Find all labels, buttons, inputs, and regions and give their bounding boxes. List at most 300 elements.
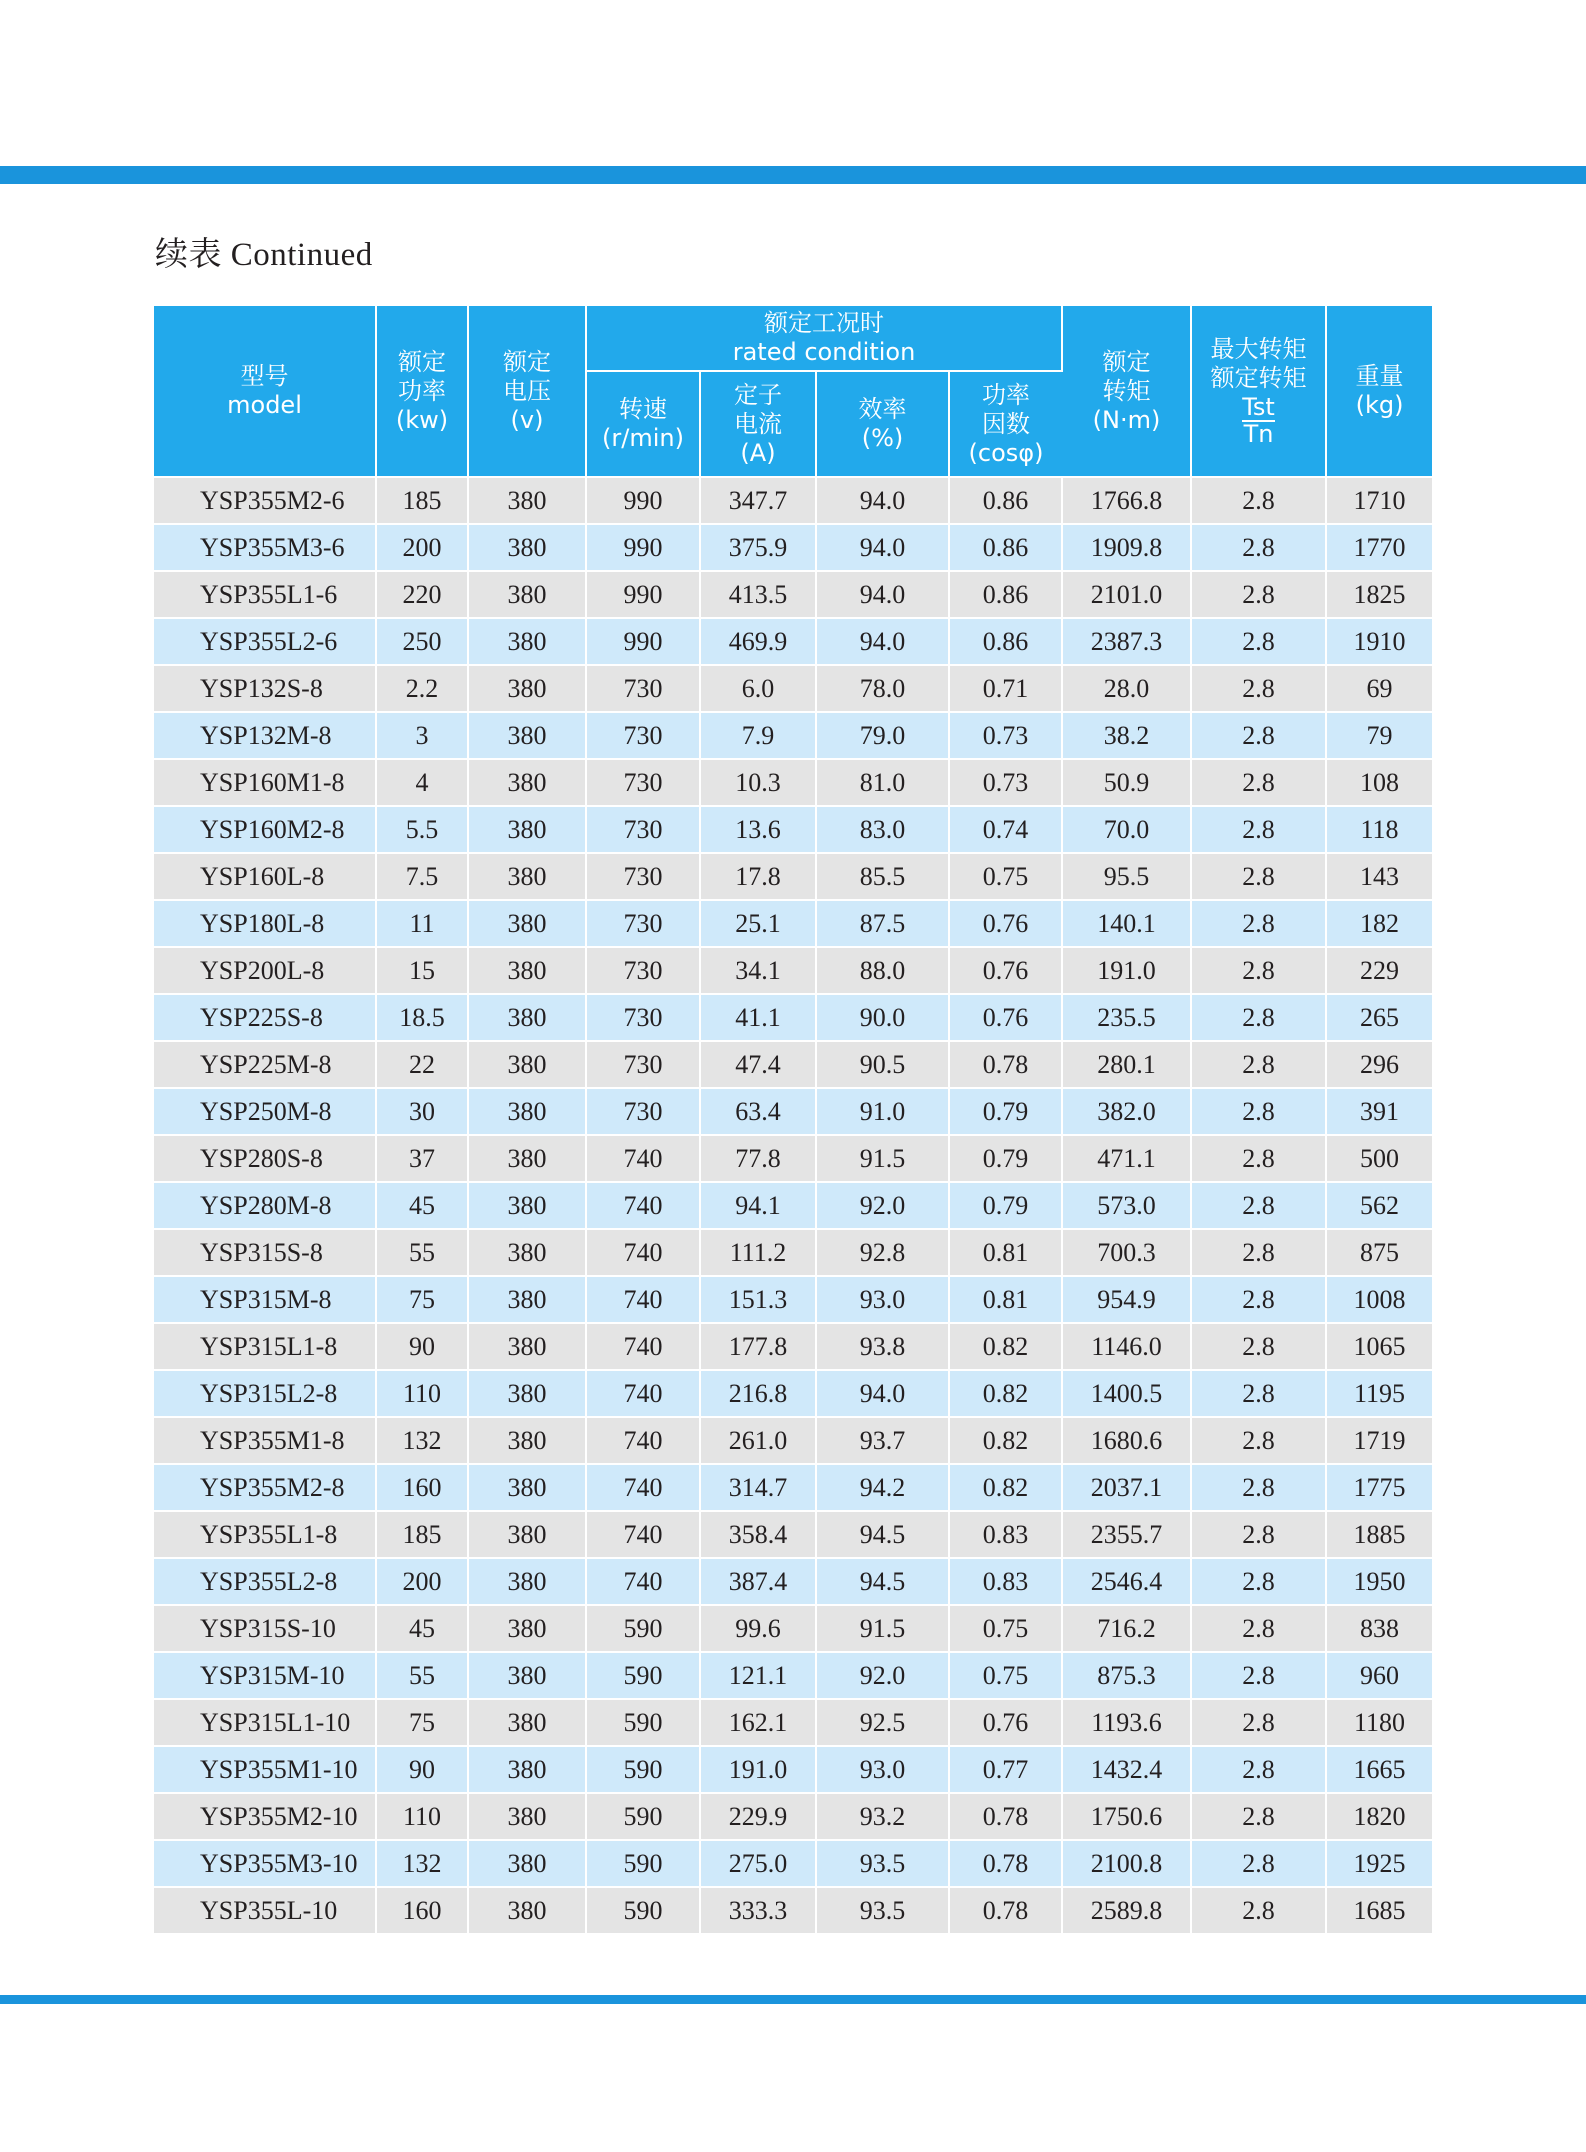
cell-speed: 590: [586, 1652, 700, 1699]
cell-weight: 1925: [1326, 1840, 1432, 1887]
cell-voltage: 380: [468, 618, 586, 665]
cell-voltage: 380: [468, 1229, 586, 1276]
cell-torque: 2101.0: [1062, 571, 1191, 618]
cell-current: 121.1: [700, 1652, 816, 1699]
cell-power-factor: 0.82: [949, 1464, 1062, 1511]
cell-speed: 740: [586, 1511, 700, 1558]
cell-weight: 1775: [1326, 1464, 1432, 1511]
cell-power: 90: [376, 1323, 468, 1370]
cell-efficiency: 79.0: [816, 712, 949, 759]
table-row: [154, 1511, 1432, 1558]
cell-max-torque-ratio: 2.8: [1191, 1558, 1326, 1605]
table-row: [154, 1699, 1432, 1746]
cell-power-factor: 0.78: [949, 1793, 1062, 1840]
table-row: [154, 571, 1432, 618]
cell-power: 11: [376, 900, 468, 947]
cell-voltage: 380: [468, 712, 586, 759]
cell-max-torque-ratio: 2.8: [1191, 1511, 1326, 1558]
cell-efficiency: 93.0: [816, 1746, 949, 1793]
table-row: [154, 1135, 1432, 1182]
cell-efficiency: 87.5: [816, 900, 949, 947]
header-rated-condition: 额定工况时 rated condition: [586, 306, 1062, 371]
cell-weight: 838: [1326, 1605, 1432, 1652]
cell-voltage: 380: [468, 1182, 586, 1229]
cell-max-torque-ratio: 2.8: [1191, 1088, 1326, 1135]
cell-current: 13.6: [700, 806, 816, 853]
cell-efficiency: 92.0: [816, 1182, 949, 1229]
cell-model: YSP355M2-10: [154, 1793, 376, 1840]
cell-weight: 143: [1326, 853, 1432, 900]
cell-voltage: 380: [468, 1135, 586, 1182]
cell-speed: 730: [586, 1088, 700, 1135]
cell-current: 99.6: [700, 1605, 816, 1652]
cell-weight: 108: [1326, 759, 1432, 806]
cell-efficiency: 94.0: [816, 524, 949, 571]
cell-model: YSP280M-8: [154, 1182, 376, 1229]
cell-power: 90: [376, 1746, 468, 1793]
cell-weight: 1180: [1326, 1699, 1432, 1746]
cell-efficiency: 85.5: [816, 853, 949, 900]
cell-power: 75: [376, 1699, 468, 1746]
header-voltage: 额定 电压 (v): [468, 306, 586, 477]
cell-power: 45: [376, 1182, 468, 1229]
cell-torque: 1766.8: [1062, 477, 1191, 524]
table-row: [154, 1840, 1432, 1887]
cell-weight: 69: [1326, 665, 1432, 712]
cell-speed: 590: [586, 1840, 700, 1887]
cell-speed: 990: [586, 618, 700, 665]
cell-torque: 2387.3: [1062, 618, 1191, 665]
cell-speed: 730: [586, 712, 700, 759]
cell-max-torque-ratio: 2.8: [1191, 1229, 1326, 1276]
cell-speed: 730: [586, 1041, 700, 1088]
cell-max-torque-ratio: 2.8: [1191, 947, 1326, 994]
table-row: [154, 900, 1432, 947]
cell-current: 25.1: [700, 900, 816, 947]
header-power-factor: 功率 因数 (cosφ): [949, 371, 1062, 477]
cell-power-factor: 0.76: [949, 900, 1062, 947]
cell-max-torque-ratio: 2.8: [1191, 1182, 1326, 1229]
cell-power-factor: 0.75: [949, 853, 1062, 900]
cell-voltage: 380: [468, 1464, 586, 1511]
cell-speed: 730: [586, 665, 700, 712]
cell-model: YSP355L1-8: [154, 1511, 376, 1558]
header-rated-torque: 额定 转矩 (N·m): [1062, 306, 1191, 477]
table-row: [154, 947, 1432, 994]
cell-max-torque-ratio: 2.8: [1191, 806, 1326, 853]
cell-current: 7.9: [700, 712, 816, 759]
cell-efficiency: 78.0: [816, 665, 949, 712]
cell-efficiency: 93.5: [816, 1840, 949, 1887]
cell-weight: 500: [1326, 1135, 1432, 1182]
cell-voltage: 380: [468, 1323, 586, 1370]
cell-torque: 70.0: [1062, 806, 1191, 853]
cell-power-factor: 0.74: [949, 806, 1062, 853]
cell-power-factor: 0.83: [949, 1558, 1062, 1605]
cell-efficiency: 94.0: [816, 618, 949, 665]
cell-efficiency: 90.5: [816, 1041, 949, 1088]
cell-power-factor: 0.73: [949, 759, 1062, 806]
cell-torque: 573.0: [1062, 1182, 1191, 1229]
cell-power: 55: [376, 1652, 468, 1699]
cell-current: 229.9: [700, 1793, 816, 1840]
cell-voltage: 380: [468, 1746, 586, 1793]
cell-efficiency: 92.5: [816, 1699, 949, 1746]
cell-voltage: 380: [468, 571, 586, 618]
cell-efficiency: 92.8: [816, 1229, 949, 1276]
table-row: [154, 1370, 1432, 1417]
cell-power: 15: [376, 947, 468, 994]
cell-voltage: 380: [468, 1652, 586, 1699]
cell-weight: 1770: [1326, 524, 1432, 571]
cell-power-factor: 0.81: [949, 1276, 1062, 1323]
cell-max-torque-ratio: 2.8: [1191, 1464, 1326, 1511]
table-row: [154, 806, 1432, 853]
cell-model: YSP180L-8: [154, 900, 376, 947]
cell-torque: 1750.6: [1062, 1793, 1191, 1840]
cell-speed: 590: [586, 1605, 700, 1652]
cell-voltage: 380: [468, 806, 586, 853]
cell-speed: 730: [586, 900, 700, 947]
table-row: [154, 1793, 1432, 1840]
cell-torque: 1432.4: [1062, 1746, 1191, 1793]
cell-weight: 182: [1326, 900, 1432, 947]
cell-speed: 590: [586, 1887, 700, 1934]
cell-speed: 740: [586, 1323, 700, 1370]
cell-torque: 280.1: [1062, 1041, 1191, 1088]
cell-power-factor: 0.76: [949, 994, 1062, 1041]
cell-model: YSP315L2-8: [154, 1370, 376, 1417]
cell-weight: 1885: [1326, 1511, 1432, 1558]
cell-efficiency: 94.5: [816, 1558, 949, 1605]
table-row: [154, 524, 1432, 571]
cell-max-torque-ratio: 2.8: [1191, 1746, 1326, 1793]
cell-current: 151.3: [700, 1276, 816, 1323]
cell-current: 177.8: [700, 1323, 816, 1370]
cell-weight: 391: [1326, 1088, 1432, 1135]
cell-power-factor: 0.76: [949, 1699, 1062, 1746]
header-stator-current: 定子 电流 (A): [700, 371, 816, 477]
cell-power: 220: [376, 571, 468, 618]
cell-power-factor: 0.82: [949, 1370, 1062, 1417]
page-heading: 续表 Continued: [155, 237, 373, 273]
cell-weight: 1685: [1326, 1887, 1432, 1934]
cell-speed: 740: [586, 1370, 700, 1417]
cell-model: YSP355M1-8: [154, 1417, 376, 1464]
header-speed: 转速 (r/min): [586, 371, 700, 477]
cell-efficiency: 90.0: [816, 994, 949, 1041]
cell-model: YSP355L2-8: [154, 1558, 376, 1605]
cell-voltage: 380: [468, 1511, 586, 1558]
cell-power-factor: 0.82: [949, 1417, 1062, 1464]
table-row: [154, 1276, 1432, 1323]
cell-current: 469.9: [700, 618, 816, 665]
motor-spec-table: [154, 306, 1432, 1935]
cell-model: YSP132M-8: [154, 712, 376, 759]
cell-current: 111.2: [700, 1229, 816, 1276]
cell-current: 10.3: [700, 759, 816, 806]
cell-current: 77.8: [700, 1135, 816, 1182]
cell-speed: 590: [586, 1699, 700, 1746]
cell-model: YSP355L-10: [154, 1887, 376, 1934]
cell-power-factor: 0.86: [949, 477, 1062, 524]
cell-power: 55: [376, 1229, 468, 1276]
cell-max-torque-ratio: 2.8: [1191, 618, 1326, 665]
cell-torque: 1909.8: [1062, 524, 1191, 571]
cell-weight: 229: [1326, 947, 1432, 994]
cell-max-torque-ratio: 2.8: [1191, 900, 1326, 947]
cell-power: 45: [376, 1605, 468, 1652]
cell-speed: 990: [586, 524, 700, 571]
cell-efficiency: 94.5: [816, 1511, 949, 1558]
cell-efficiency: 83.0: [816, 806, 949, 853]
cell-model: YSP225S-8: [154, 994, 376, 1041]
cell-power: 110: [376, 1793, 468, 1840]
cell-max-torque-ratio: 2.8: [1191, 1370, 1326, 1417]
table-row: [154, 618, 1432, 665]
cell-current: 347.7: [700, 477, 816, 524]
cell-efficiency: 93.0: [816, 1276, 949, 1323]
table-row: [154, 759, 1432, 806]
cell-weight: 875: [1326, 1229, 1432, 1276]
cell-current: 314.7: [700, 1464, 816, 1511]
cell-current: 47.4: [700, 1041, 816, 1088]
cell-max-torque-ratio: 2.8: [1191, 1793, 1326, 1840]
table-row: [154, 477, 1432, 524]
cell-weight: 265: [1326, 994, 1432, 1041]
cell-voltage: 380: [468, 1370, 586, 1417]
cell-current: 191.0: [700, 1746, 816, 1793]
bottom-accent-band: [0, 1995, 1586, 2004]
cell-weight: 118: [1326, 806, 1432, 853]
cell-voltage: 380: [468, 1088, 586, 1135]
cell-max-torque-ratio: 2.8: [1191, 994, 1326, 1041]
cell-speed: 740: [586, 1135, 700, 1182]
cell-max-torque-ratio: 2.8: [1191, 759, 1326, 806]
cell-weight: 1710: [1326, 477, 1432, 524]
cell-voltage: 380: [468, 1605, 586, 1652]
cell-model: YSP315L1-10: [154, 1699, 376, 1746]
cell-torque: 1193.6: [1062, 1699, 1191, 1746]
cell-speed: 730: [586, 947, 700, 994]
cell-efficiency: 94.0: [816, 571, 949, 618]
cell-torque: 50.9: [1062, 759, 1191, 806]
top-accent-band: [0, 166, 1586, 184]
cell-voltage: 380: [468, 1699, 586, 1746]
cell-weight: 1910: [1326, 618, 1432, 665]
cell-model: YSP355L1-6: [154, 571, 376, 618]
cell-current: 94.1: [700, 1182, 816, 1229]
cell-weight: 1825: [1326, 571, 1432, 618]
table-row: [154, 712, 1432, 759]
cell-weight: 562: [1326, 1182, 1432, 1229]
cell-power-factor: 0.77: [949, 1746, 1062, 1793]
cell-voltage: 380: [468, 1887, 586, 1934]
table-row: [154, 1558, 1432, 1605]
cell-efficiency: 91.5: [816, 1135, 949, 1182]
cell-weight: 1719: [1326, 1417, 1432, 1464]
cell-max-torque-ratio: 2.8: [1191, 477, 1326, 524]
cell-efficiency: 93.8: [816, 1323, 949, 1370]
cell-current: 275.0: [700, 1840, 816, 1887]
cell-torque: 954.9: [1062, 1276, 1191, 1323]
cell-voltage: 380: [468, 900, 586, 947]
cell-power-factor: 0.79: [949, 1135, 1062, 1182]
cell-torque: 1680.6: [1062, 1417, 1191, 1464]
cell-power: 200: [376, 1558, 468, 1605]
cell-power-factor: 0.78: [949, 1840, 1062, 1887]
cell-power: 160: [376, 1464, 468, 1511]
cell-power: 160: [376, 1887, 468, 1934]
cell-model: YSP280S-8: [154, 1135, 376, 1182]
cell-model: YSP132S-8: [154, 665, 376, 712]
cell-voltage: 380: [468, 1417, 586, 1464]
table-row: [154, 1652, 1432, 1699]
cell-efficiency: 94.2: [816, 1464, 949, 1511]
cell-power-factor: 0.79: [949, 1182, 1062, 1229]
cell-model: YSP315M-10: [154, 1652, 376, 1699]
table-row: [154, 1464, 1432, 1511]
cell-weight: 1950: [1326, 1558, 1432, 1605]
cell-power: 75: [376, 1276, 468, 1323]
cell-speed: 740: [586, 1558, 700, 1605]
cell-current: 216.8: [700, 1370, 816, 1417]
cell-speed: 730: [586, 806, 700, 853]
header-efficiency: 效率 (%): [816, 371, 949, 477]
table-row: [154, 1041, 1432, 1088]
cell-power-factor: 0.73: [949, 712, 1062, 759]
cell-model: YSP355M1-10: [154, 1746, 376, 1793]
cell-power: 18.5: [376, 994, 468, 1041]
cell-power-factor: 0.78: [949, 1041, 1062, 1088]
cell-efficiency: 94.0: [816, 477, 949, 524]
cell-model: YSP355M3-10: [154, 1840, 376, 1887]
cell-voltage: 380: [468, 1041, 586, 1088]
cell-current: 358.4: [700, 1511, 816, 1558]
cell-max-torque-ratio: 2.8: [1191, 1041, 1326, 1088]
cell-voltage: 380: [468, 1840, 586, 1887]
table-row: [154, 1323, 1432, 1370]
table-body: [154, 477, 1432, 1934]
cell-model: YSP225M-8: [154, 1041, 376, 1088]
cell-power: 22: [376, 1041, 468, 1088]
cell-torque: 1146.0: [1062, 1323, 1191, 1370]
cell-power-factor: 0.79: [949, 1088, 1062, 1135]
cell-model: YSP250M-8: [154, 1088, 376, 1135]
table-row: [154, 994, 1432, 1041]
cell-power: 132: [376, 1417, 468, 1464]
cell-weight: 1008: [1326, 1276, 1432, 1323]
cell-power: 200: [376, 524, 468, 571]
cell-current: 17.8: [700, 853, 816, 900]
cell-current: 387.4: [700, 1558, 816, 1605]
table-row: [154, 1088, 1432, 1135]
cell-model: YSP355M3-6: [154, 524, 376, 571]
cell-current: 413.5: [700, 571, 816, 618]
cell-torque: 28.0: [1062, 665, 1191, 712]
cell-torque: 2100.8: [1062, 1840, 1191, 1887]
cell-torque: 235.5: [1062, 994, 1191, 1041]
cell-efficiency: 81.0: [816, 759, 949, 806]
cell-max-torque-ratio: 2.8: [1191, 1652, 1326, 1699]
cell-voltage: 380: [468, 947, 586, 994]
cell-current: 261.0: [700, 1417, 816, 1464]
cell-max-torque-ratio: 2.8: [1191, 1417, 1326, 1464]
cell-model: YSP160M2-8: [154, 806, 376, 853]
cell-max-torque-ratio: 2.8: [1191, 1605, 1326, 1652]
cell-efficiency: 91.0: [816, 1088, 949, 1135]
cell-torque: 382.0: [1062, 1088, 1191, 1135]
cell-current: 63.4: [700, 1088, 816, 1135]
cell-weight: 1820: [1326, 1793, 1432, 1840]
cell-speed: 740: [586, 1229, 700, 1276]
cell-speed: 740: [586, 1417, 700, 1464]
cell-weight: 79: [1326, 712, 1432, 759]
cell-max-torque-ratio: 2.8: [1191, 571, 1326, 618]
cell-torque: 716.2: [1062, 1605, 1191, 1652]
cell-torque: 471.1: [1062, 1135, 1191, 1182]
cell-voltage: 380: [468, 665, 586, 712]
cell-max-torque-ratio: 2.8: [1191, 524, 1326, 571]
cell-weight: 296: [1326, 1041, 1432, 1088]
table-row: [154, 1746, 1432, 1793]
cell-speed: 730: [586, 759, 700, 806]
cell-power-factor: 0.83: [949, 1511, 1062, 1558]
cell-power-factor: 0.71: [949, 665, 1062, 712]
cell-power: 250: [376, 618, 468, 665]
cell-torque: 700.3: [1062, 1229, 1191, 1276]
cell-power-factor: 0.86: [949, 618, 1062, 665]
cell-efficiency: 93.7: [816, 1417, 949, 1464]
cell-voltage: 380: [468, 759, 586, 806]
cell-torque: 140.1: [1062, 900, 1191, 947]
cell-max-torque-ratio: 2.8: [1191, 665, 1326, 712]
cell-model: YSP200L-8: [154, 947, 376, 994]
cell-model: YSP160M1-8: [154, 759, 376, 806]
cell-current: 375.9: [700, 524, 816, 571]
table-row: [154, 1229, 1432, 1276]
header-model: 型号 model: [154, 306, 376, 477]
cell-max-torque-ratio: 2.8: [1191, 1887, 1326, 1934]
cell-current: 34.1: [700, 947, 816, 994]
cell-power-factor: 0.76: [949, 947, 1062, 994]
header-max-torque-ratio: 最大转矩 额定转矩 Tst Tn: [1191, 306, 1326, 477]
cell-torque: 2546.4: [1062, 1558, 1191, 1605]
cell-model: YSP355M2-8: [154, 1464, 376, 1511]
cell-power-factor: 0.82: [949, 1323, 1062, 1370]
cell-torque: 38.2: [1062, 712, 1191, 759]
cell-torque: 875.3: [1062, 1652, 1191, 1699]
cell-torque: 191.0: [1062, 947, 1191, 994]
cell-max-torque-ratio: 2.8: [1191, 853, 1326, 900]
cell-current: 333.3: [700, 1887, 816, 1934]
cell-efficiency: 94.0: [816, 1370, 949, 1417]
header-power: 额定 功率 (kw): [376, 306, 468, 477]
cell-voltage: 380: [468, 1558, 586, 1605]
cell-max-torque-ratio: 2.8: [1191, 712, 1326, 759]
cell-model: YSP315S-10: [154, 1605, 376, 1652]
cell-speed: 590: [586, 1793, 700, 1840]
cell-power-factor: 0.75: [949, 1652, 1062, 1699]
cell-max-torque-ratio: 2.8: [1191, 1276, 1326, 1323]
cell-power-factor: 0.78: [949, 1887, 1062, 1934]
cell-torque: 2037.1: [1062, 1464, 1191, 1511]
cell-weight: 1065: [1326, 1323, 1432, 1370]
cell-power: 4: [376, 759, 468, 806]
cell-power-factor: 0.86: [949, 571, 1062, 618]
cell-power: 7.5: [376, 853, 468, 900]
table-row: [154, 1417, 1432, 1464]
